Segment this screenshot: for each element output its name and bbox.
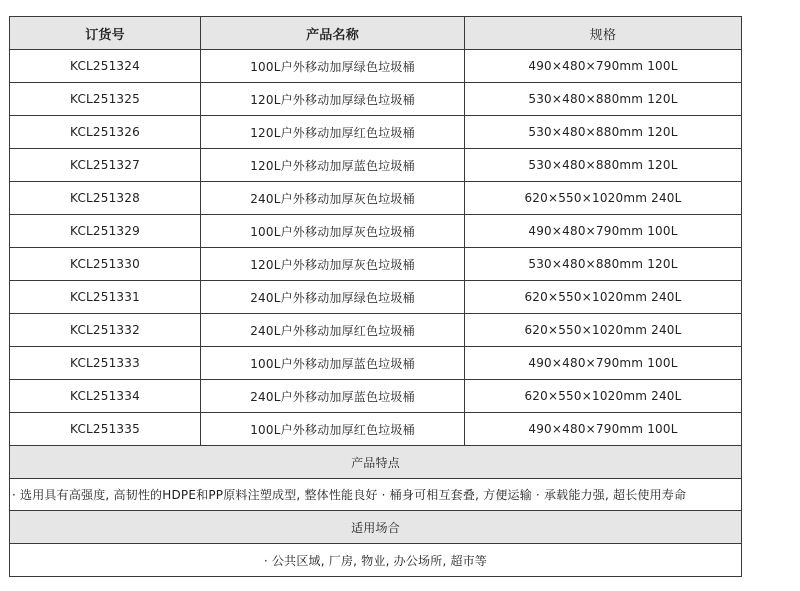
features-title-row	[10, 446, 742, 479]
spec-cell: 490×480×790mm 100L	[465, 215, 742, 248]
order-no-cell: KCL251332	[10, 314, 201, 347]
order-no-cell: KCL251333	[10, 347, 201, 380]
spec-cell: 530×480×880mm 120L	[465, 248, 742, 281]
spec-cell: 490×480×790mm 100L	[465, 50, 742, 83]
order-no-cell: KCL251335	[10, 413, 201, 446]
order-no-cell: KCL251331	[10, 281, 201, 314]
spec-cell: 620×550×1020mm 240L	[465, 182, 742, 215]
table-row	[10, 116, 742, 149]
product-name-cell: 100L户外移动加厚蓝色垃圾桶	[201, 347, 465, 380]
table-row	[10, 182, 742, 215]
product-name-cell: 120L户外移动加厚绿色垃圾桶	[201, 83, 465, 116]
product-name-header: 产品名称	[201, 17, 465, 50]
order-no-cell: KCL251334	[10, 380, 201, 413]
spec-cell: 490×480×790mm 100L	[465, 413, 742, 446]
table-row	[10, 248, 742, 281]
product-name-cell: 120L户外移动加厚蓝色垃圾桶	[201, 149, 465, 182]
table-row	[10, 50, 742, 83]
product-name-cell: 100L户外移动加厚绿色垃圾桶	[201, 50, 465, 83]
product-name-cell: 240L户外移动加厚绿色垃圾桶	[201, 281, 465, 314]
order-no-cell: KCL251326	[10, 116, 201, 149]
table-row	[10, 215, 742, 248]
usage-text-row	[10, 544, 742, 577]
features-title: 产品特点	[10, 446, 742, 479]
order-no-cell: KCL251325	[10, 83, 201, 116]
usage-text: · 公共区域, 厂房, 物业, 办公场所, 超市等	[10, 544, 742, 577]
spec-cell: 490×480×790mm 100L	[465, 347, 742, 380]
spec-cell: 530×480×880mm 120L	[465, 149, 742, 182]
table-row	[10, 380, 742, 413]
product-name-cell: 100L户外移动加厚灰色垃圾桶	[201, 215, 465, 248]
features-text: · 选用具有高强度, 高韧性的HDPE和PP原料注塑成型, 整体性能良好 · 桶身可相互套叠, 方便运输 · 承载能力强, 超长使用寿命	[10, 479, 742, 511]
order-no-cell: KCL251329	[10, 215, 201, 248]
product-name-cell: 240L户外移动加厚红色垃圾桶	[201, 314, 465, 347]
order-no-cell: KCL251330	[10, 248, 201, 281]
product-name-cell: 240L户外移动加厚蓝色垃圾桶	[201, 380, 465, 413]
spec-cell: 530×480×880mm 120L	[465, 83, 742, 116]
spec-cell: 620×550×1020mm 240L	[465, 281, 742, 314]
table-row	[10, 281, 742, 314]
spec-header: 规格	[465, 17, 742, 50]
table-header-row	[10, 17, 742, 50]
product-name-cell: 240L户外移动加厚灰色垃圾桶	[201, 182, 465, 215]
features-text-row	[10, 479, 742, 511]
table-row	[10, 83, 742, 116]
spec-cell: 530×480×880mm 120L	[465, 116, 742, 149]
table-row	[10, 347, 742, 380]
spec-cell: 620×550×1020mm 240L	[465, 380, 742, 413]
table-row	[10, 149, 742, 182]
table-row	[10, 314, 742, 347]
product-spec-table	[9, 16, 742, 577]
spec-cell: 620×550×1020mm 240L	[465, 314, 742, 347]
usage-title-row	[10, 511, 742, 544]
product-rows	[10, 50, 742, 446]
product-name-cell: 100L户外移动加厚红色垃圾桶	[201, 413, 465, 446]
table-row	[10, 413, 742, 446]
order-no-header: 订货号	[10, 17, 201, 50]
order-no-cell: KCL251327	[10, 149, 201, 182]
order-no-cell: KCL251324	[10, 50, 201, 83]
product-name-cell: 120L户外移动加厚红色垃圾桶	[201, 116, 465, 149]
order-no-cell: KCL251328	[10, 182, 201, 215]
usage-title: 适用场合	[10, 511, 742, 544]
product-name-cell: 120L户外移动加厚灰色垃圾桶	[201, 248, 465, 281]
